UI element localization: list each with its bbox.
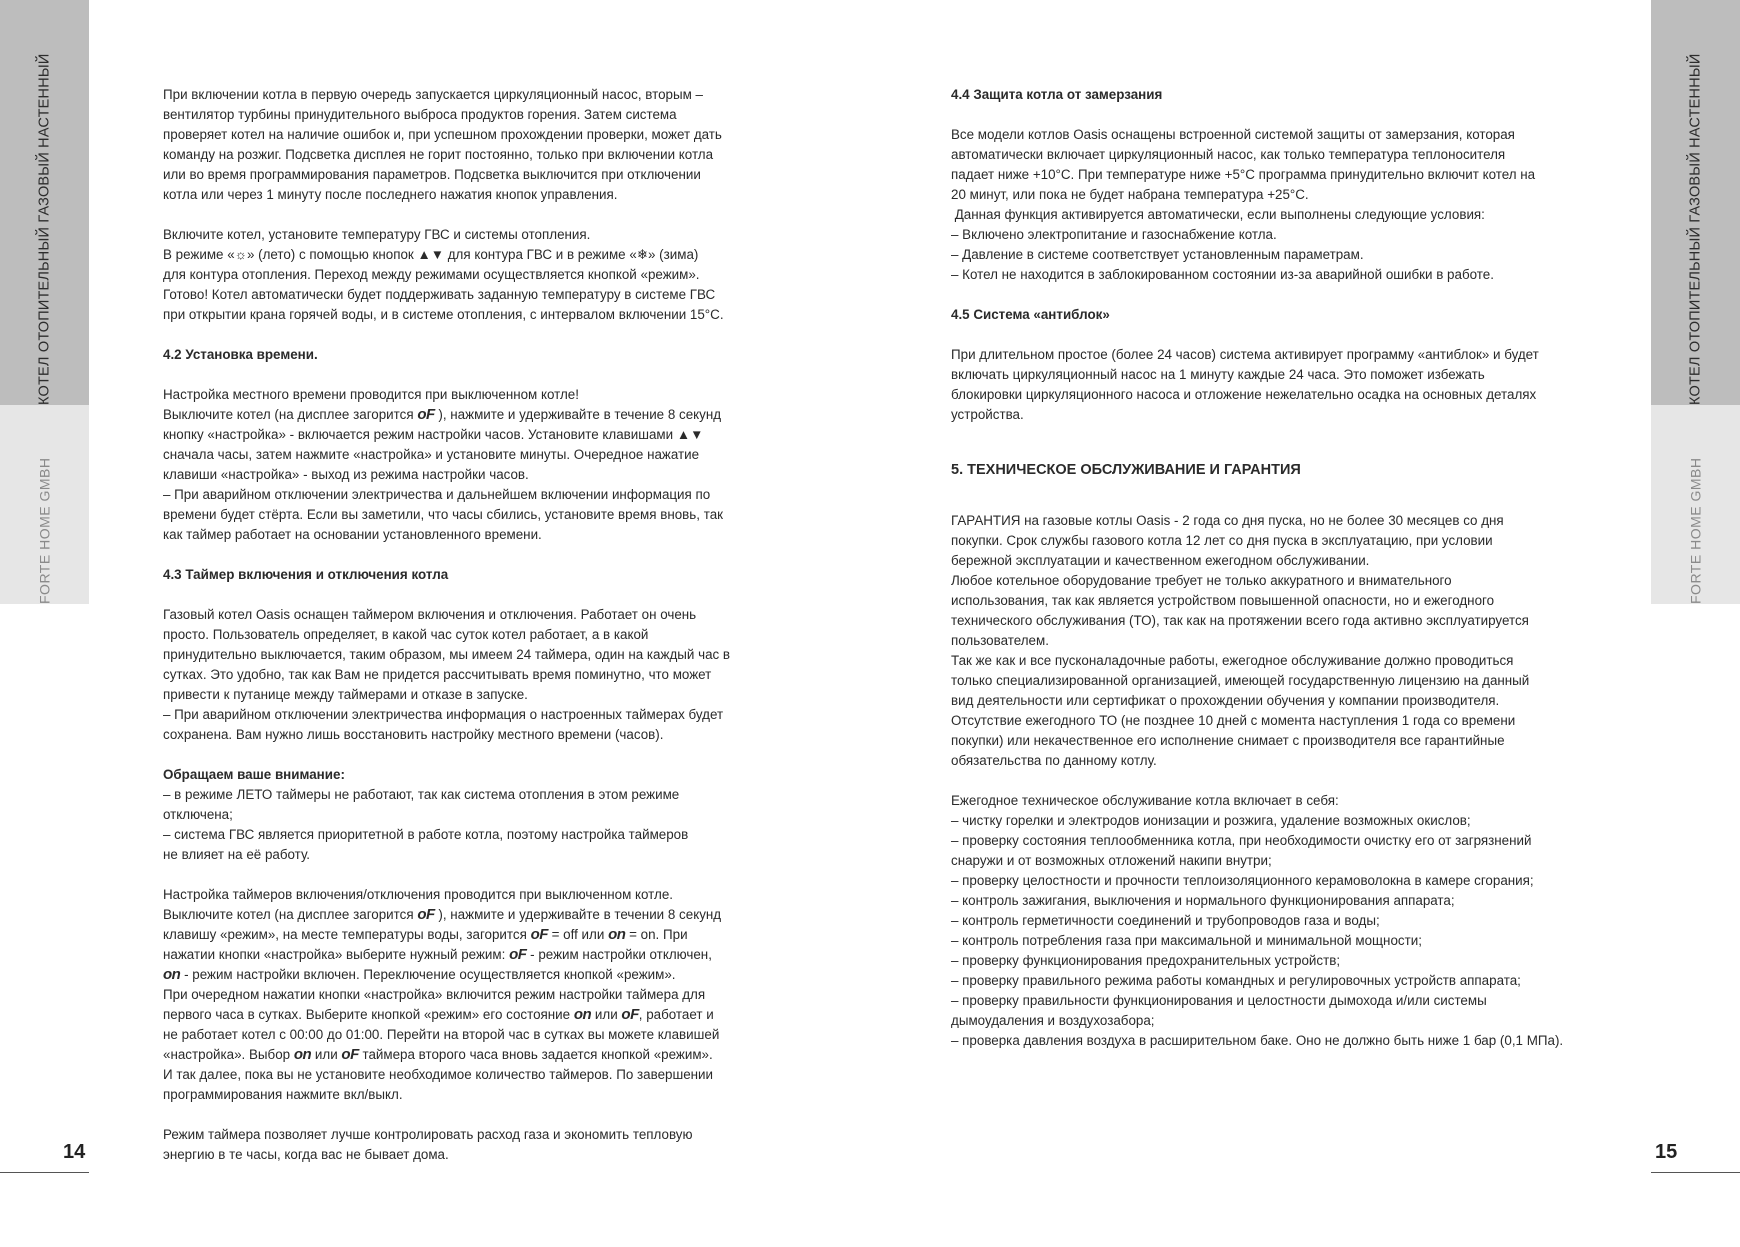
text-segment: или: [594, 1007, 618, 1022]
paragraph-line: Включите котел, установите температуру ГВС и системы отопления.: [163, 227, 591, 242]
text-segment: » (зима): [648, 247, 699, 262]
on-symbol-icon: on: [573, 1006, 592, 1023]
paragraph-line: обязательства по данному котлу.: [951, 753, 1157, 768]
sun-icon: ☼: [234, 247, 247, 262]
paragraph-line: устройства.: [951, 407, 1024, 422]
text-segment: клавишу «режим», на месте температуры воды, загорится: [163, 927, 527, 942]
text-segment: Выключите котел (на дисплее загорится: [163, 907, 414, 922]
paragraph-line: При включении котла в первую очередь запускается циркуляционный насос, вторым –: [163, 87, 703, 102]
paragraph-line: [163, 1005, 803, 1025]
attention-heading: Обращаем ваше внимание:: [163, 767, 345, 782]
list-item: – проверку функционирования предохранительных устройств;: [951, 953, 1341, 968]
text-segment: - режим настройки включен. Переключение осуществляется кнопкой «режим».: [184, 967, 676, 982]
text-segment: первого часа в сутках. Выберите кнопкой «режим» его состояние: [163, 1007, 571, 1022]
paragraph-line: [163, 1045, 803, 1065]
on-symbol-icon: on: [608, 926, 626, 943]
off-symbol-icon: oF: [530, 926, 548, 943]
paragraph-line: вентилятор турбины принудительного выброса продуктов горения. Затем система: [163, 107, 677, 122]
paragraph-line: сохранена. Вам нужно лишь восстановить настройку местного времени (часов).: [163, 727, 664, 742]
page-number-right: 15: [1655, 1141, 1678, 1163]
text-segment: В режиме «: [163, 247, 235, 262]
sidebar-title: КОТЕЛ ОТОПИТЕЛЬНЫЙ ГАЗОВЫЙ НАСТЕННЫЙ: [1687, 53, 1704, 405]
list-item: – контроль зажигания, выключения и нормального функционирования аппарата;: [951, 893, 1455, 908]
paragraph-line: включать циркуляционный насос на 1 минуту каждые 24 часа. Это поможет избежать: [951, 367, 1485, 382]
paragraph-line: времени будет стёрта. Если вы заметили, что часы сбились, установите время вновь, так: [163, 507, 723, 522]
sidebar-brand: FORTE HOME GMBH: [36, 457, 53, 604]
paragraph-line: вид деятельности или сертификат о прохождении обучения у компании производителя.: [951, 693, 1500, 708]
off-symbol-icon: oF: [417, 406, 435, 423]
paragraph-line: Настройка таймеров включения/отключения проводится при выключенном котле.: [163, 887, 673, 902]
paragraph-line: Все модели котлов Oasis оснащены встроенной системой защиты от замерзания, которая: [951, 127, 1515, 142]
paragraph-line: Отсутствие ежегодного ТО (не позднее 10 дней с момента наступления 1 года со времени: [951, 713, 1516, 728]
paragraph-line: – Включено электропитание и газоснабжение котла.: [951, 227, 1277, 242]
text-segment: » (лето) с помощью кнопок ▲▼ для контура ГВС и в режиме «: [246, 247, 637, 262]
paragraph-line: не работает котел с 00:00 до 01:00. Перейти на второй час в сутках вы можете клавишей: [163, 1027, 720, 1042]
text-segment: «настройка». Выбор: [163, 1047, 291, 1062]
paragraph-line: технического обслуживания (ТО), так как на протяжении всего года активно эксплуатируется: [951, 613, 1529, 628]
paragraph-line: Ежегодное техническое обслуживание котла включает в себя:: [951, 793, 1339, 808]
paragraph-line: И так далее, пока вы не установите необходимое количество таймеров. По завершении: [163, 1067, 714, 1082]
text-segment: = off или: [551, 927, 605, 942]
paragraph-line: автоматически включает циркуляционный насос, как только температура теплоносителя: [951, 147, 1506, 162]
paragraph-line: – в режиме ЛЕТО таймеры не работают, так как система отопления в этом режиме: [163, 787, 680, 802]
paragraph-line: [163, 905, 803, 925]
paragraph-line: при открытии крана горячей воды, и в системе отопления, с интервалом включении 15°С.: [163, 307, 724, 322]
right-sidebar: [1651, 0, 1740, 604]
off-symbol-icon: oF: [341, 1046, 359, 1063]
paragraph-line: [163, 925, 803, 945]
list-item: – проверку состояния теплообменника котла, при необходимости очистку его от загрязнений: [951, 833, 1532, 848]
page-rule-left: [0, 1172, 89, 1173]
text-segment: Выключите котел (на дисплее загорится: [163, 407, 414, 422]
paragraph-line: пользователем.: [951, 633, 1049, 648]
snowflake-icon: ❄: [636, 247, 649, 262]
text-segment: таймера второго часа вновь задается кнопкой «режим».: [362, 1047, 713, 1062]
on-symbol-icon: on: [163, 966, 181, 983]
paragraph-line: программирования нажмите вкл/выкл.: [163, 1087, 403, 1102]
paragraph-line: Газовый котел Oasis оснащен таймером включения и отключения. Работает он очень: [163, 607, 697, 622]
list-item: – контроль герметичности соединений и трубопроводов газа и воды;: [951, 913, 1380, 928]
paragraph-line: не влияет на её работу.: [163, 847, 311, 862]
paragraph-line: клавиши «настройка» - выход из режима настройки часов.: [163, 467, 529, 482]
list-item: – проверку правильности функционирования и целостности дымохода и/или системы: [951, 993, 1487, 1008]
paragraph-line: бережной эксплуатации и качественном ежегодном обслуживании.: [951, 553, 1370, 568]
text-segment: ), нажмите и удерживайте в течении 8 секунд: [438, 907, 722, 922]
text-segment: ), нажмите и удерживайте в течение 8 секунд: [438, 407, 722, 422]
paragraph-line: кнопку «настройка» - включается режим настройки часов. Установите клавишами ▲▼: [163, 427, 704, 442]
section-heading-5: 5. ТЕХНИЧЕСКОЕ ОБСЛУЖИВАНИЕ И ГАРАНТИЯ: [951, 462, 1301, 478]
right-page-text: [951, 85, 1611, 1051]
list-item: снаружи и от возможных отложений накипи внутри;: [951, 853, 1272, 868]
paragraph-line: Так же как и все пусконаладочные работы, ежегодное обслуживание должно проводиться: [951, 653, 1514, 668]
paragraph-line: для контура отопления. Переход между режимами осуществляется кнопкой «режим».: [163, 267, 700, 282]
section-heading-4-5: 4.5 Система «антиблок»: [951, 307, 1110, 322]
paragraph-line: принудительно выключается, таким образом, мы имеем 24 таймера, один на каждый час в: [163, 647, 731, 662]
section-heading-4-4: 4.4 Защита котла от замерзания: [951, 87, 1163, 102]
list-item: – контроль потребления газа при максимальной и минимальной мощности;: [951, 933, 1422, 948]
paragraph-line: 20 минут, или пока не будет набрана температура +25°С.: [951, 187, 1309, 202]
paragraph-line: Настройка местного времени проводится при выключенном котле!: [163, 387, 579, 402]
paragraph-line: [163, 945, 803, 965]
paragraph-line: покупки) или некачественное его исполнение снимает с производителя все гарантийные: [951, 733, 1505, 748]
paragraph-line: ГАРАНТИЯ на газовые котлы Oasis - 2 года со дня пуска, но не более 30 месяцев со дня: [951, 513, 1504, 528]
paragraph-line: [163, 405, 803, 425]
text-segment: нажатии кнопки «настройка» выберите нужный режим:: [163, 947, 506, 962]
list-item: – проверка давления воздуха в расширительном баке. Оно не должно быть ниже 1 бар (0,1 МПа).: [951, 1033, 1564, 1048]
paragraph-line: проверяет котел на наличие ошибок и, при успешном прохождении проверки, может дать: [163, 127, 722, 142]
paragraph-line: При длительном простое (более 24 часов) система активирует программу «антиблок» и будет: [951, 347, 1539, 362]
page-number-left: 14: [63, 1141, 86, 1163]
paragraph-line: [163, 965, 803, 985]
paragraph-line: – При аварийном отключении электричества информация о настроенных таймерах будет: [163, 707, 724, 722]
paragraph-line: Режим таймера позволяет лучше контролировать расход газа и экономить тепловую: [163, 1127, 693, 1142]
list-item: – проверку правильного режима работы командных и регулировочных устройств аппарата;: [951, 973, 1521, 988]
paragraph-line: падает ниже +10°С. При температуре ниже +5°С программа принудительно включит котел на: [951, 167, 1536, 182]
paragraph-line: – система ГВС является приоритетной в работе котла, поэтому настройка таймеров: [163, 827, 689, 842]
left-sidebar: [0, 0, 89, 604]
off-symbol-icon: oF: [509, 946, 527, 963]
paragraph-line: При очередном нажатии кнопки «настройка» включится режим настройки таймера для: [163, 987, 706, 1002]
paragraph-line: отключена;: [163, 807, 233, 822]
paragraph-line: сутках. Это удобно, так как Вам не придется рассчитывать время поминутно, что может: [163, 667, 712, 682]
paragraph-line: [163, 245, 803, 265]
paragraph-line: или во время программирования параметров. Подсветка выключится при отключении: [163, 167, 701, 182]
paragraph-line: котла или через 1 минуту после последнего нажатия кнопок управления.: [163, 187, 618, 202]
paragraph-line: привести к путанице между таймерами и отказе в запуске.: [163, 687, 528, 702]
paragraph-line: блокировки циркуляционного насоса и отложение нежелательно осадка на основных деталях: [951, 387, 1537, 402]
paragraph-line: – Котел не находится в заблокированном состоянии из-за аварийной ошибки в работе.: [951, 267, 1494, 282]
sidebar-brand: FORTE HOME GMBH: [1687, 457, 1704, 604]
left-page-text: [163, 85, 803, 1165]
list-item: – чистку горелки и электродов ионизации и розжига, удаление возможных окислов;: [951, 813, 1471, 828]
paragraph-line: энергию в те часы, когда вас не бывает дома.: [163, 1147, 449, 1162]
paragraph-line: использования, так как является устройством повышенной опасности, но и ежегодного: [951, 593, 1495, 608]
off-symbol-icon: oF: [621, 1006, 639, 1023]
list-item: дымоудаления и воздухозабора;: [951, 1013, 1155, 1028]
sidebar-title: КОТЕЛ ОТОПИТЕЛЬНЫЙ ГАЗОВЫЙ НАСТЕННЫЙ: [36, 53, 53, 405]
paragraph-line: – При аварийном отключении электричества и дальнейшем включении информация по: [163, 487, 711, 502]
on-symbol-icon: on: [293, 1046, 312, 1063]
off-symbol-icon: oF: [417, 906, 435, 923]
paragraph-line: – Давление в системе соответствует установленным параметрам.: [951, 247, 1364, 262]
paragraph-line: покупки. Срок службы газового котла 12 лет со дня пуска в эксплуатацию, при условии: [951, 533, 1493, 548]
paragraph-line: Данная функция активируется автоматически, если выполнены следующие условия:: [951, 207, 1485, 222]
paragraph-line: Готово! Котел автоматически будет поддерживать заданную температуру в системе ГВС: [163, 287, 716, 302]
text-segment: - режим настройки отключен,: [530, 947, 712, 962]
list-item: – проверку целостности и прочности теплоизоляционного керамоволокна в камере сгорания;: [951, 873, 1534, 888]
paragraph-line: только специализированной организацией, имеющей государственную лицензию на данный: [951, 673, 1530, 688]
paragraph-line: Любое котельное оборудование требует не только аккуратного и внимательного: [951, 573, 1452, 588]
section-heading-4-3: 4.3 Таймер включения и отключения котла: [163, 567, 449, 582]
paragraph-line: просто. Пользователь определяет, в какой час суток котел работает, а в какой: [163, 627, 649, 642]
paragraph-line: сначала часы, затем нажмите «настройка» и установите минуты. Очередное нажатие: [163, 447, 700, 462]
page-rule-right: [1651, 1172, 1740, 1173]
paragraph-line: как таймер работает на основании установленного времени.: [163, 527, 542, 542]
paragraph-line: команду на розжиг. Подсветка дисплея не горит постоянно, только при включении котла: [163, 147, 714, 162]
section-heading-4-2: 4.2 Установка времени.: [163, 347, 318, 362]
text-segment: = on. При: [629, 927, 688, 942]
text-segment: , работает и: [638, 1007, 714, 1022]
text-segment: или: [314, 1047, 338, 1062]
